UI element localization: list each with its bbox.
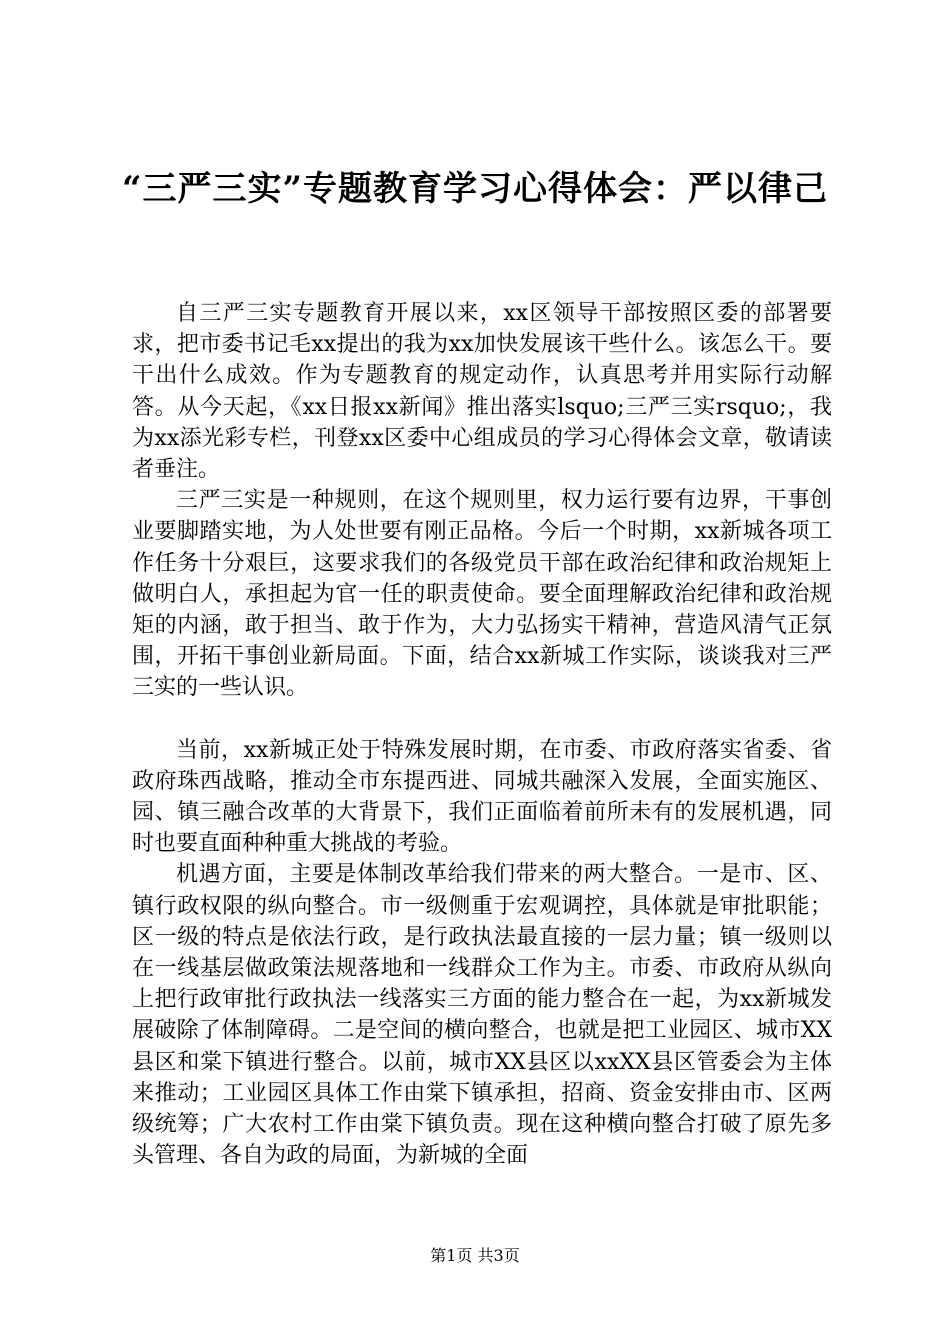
- document-title: “三严三实”专题教育学习心得体会：严以律己: [121, 169, 829, 209]
- paragraph: 三严三实是一种规则，在这个规则里，权力运行要有边界，干事创业要脚踏实地，为人处世要有刚正品格。今后一个时期，xx新城各项工作任务十分艰巨，这要求我们的各级党员干部在政治纪律和政治规矩上做明白人，承担起为官一任的职责使命。要全面理解政治纪律和政治规矩的内涵，敢于担当、敢于作为，大力弘扬实干精神，营造风清气正氛围，开拓干事创业新局面。下面，结合xx新城工作实际，谈谈我对三严三实的一些认识。: [132, 488, 832, 701]
- document-body: [132, 298, 832, 1171]
- paragraph: 机遇方面，主要是体制改革给我们带来的两大整合。一是市、区、镇行政权限的纵向整合。市一级侧重于宏观调控，具体就是审批职能；区一级的特点是依法行政，是行政执法最直接的一层力量；镇一级则以在一线基层做政策法规落地和一线群众工作为主。市委、市政府从纵向上把行政审批行政执法一线落实三方面的能力整合在一起，为xx新城发展破除了体制障碍。二是空间的横向整合，也就是把工业园区、城市XX县区和棠下镇进行整合。以前，城市XX县区以xxXX县区管委会为主体来推动；工业园区具体工作由棠下镇承担，招商、资金安排由市、区两级统筹；广大农村工作由棠下镇负责。现在这种横向整合打破了原先多头管理、各自为政的局面，为新城的全面: [132, 862, 832, 1169]
- paragraph: 当前，xx新城正处于特殊发展时期，在市委、市政府落实省委、省政府珠西战略，推动全市东提西进、同城共融深入发展，全面实施区、园、镇三融合改革的大背景下，我们正面临着前所未有的发展机遇，同时也要直面种种重大挑战的考验。: [132, 737, 832, 857]
- paragraph: 自三严三实专题教育开展以来，xx区领导干部按照区委的部署要求，把市委书记毛xx提出的我为xx加快发展该干些什么。该怎么干。要干出什么成效。作为专题教育的规定动作，认真思考并用实际行动解答。从今天起，《xx日报xx新闻》推出落实lsquo;三严三实rsquo;，我为xx添光彩专栏，刊登xx区委中心组成员的学习心得体会文章，敬请读者垂注。: [132, 301, 832, 483]
- page-footer: 第1页 共3页: [430, 1246, 520, 1265]
- paragraph-spacer: [132, 704, 832, 735]
